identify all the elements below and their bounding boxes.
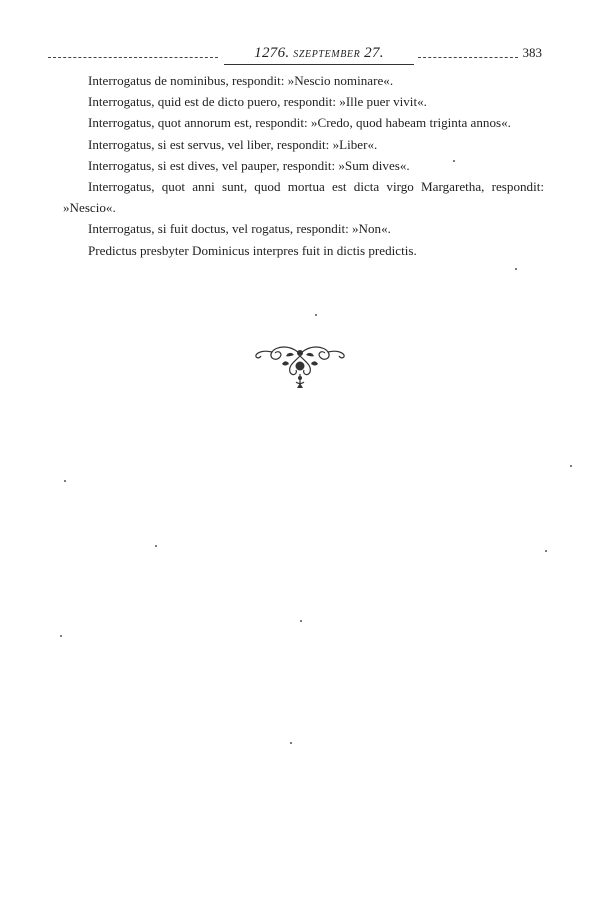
- header-rule-right: [418, 57, 518, 58]
- paragraph: Interrogatus, quot annorum est, respondit: »Credo, quod habeam triginta annos«.: [88, 115, 511, 131]
- page-number: 383: [522, 45, 542, 60]
- paragraph: Interrogatus, quot anni sunt, quod mortua est dicta virgo Margaretha, respondit: »Nescio«.: [63, 179, 544, 216]
- paragraph: Interrogatus de nominibus, respondit: »Nescio nominare«.: [88, 73, 394, 88]
- print-speck: [60, 635, 62, 637]
- print-speck: [570, 465, 572, 467]
- print-speck: [545, 550, 547, 552]
- paragraph: Interrogatus, si est servus, vel liber, respondit: »Liber«.: [88, 136, 378, 152]
- print-speck: [290, 742, 292, 744]
- header-year: 1276.: [254, 45, 290, 61]
- header-date: [224, 44, 414, 65]
- print-speck: [155, 545, 157, 547]
- paragraph: Predictus presbyter Dominicus interpres fuit in dictis predictis.: [88, 242, 417, 258]
- header-rule-left: [48, 57, 218, 58]
- running-header: [48, 44, 542, 66]
- print-speck: [64, 480, 66, 482]
- print-speck: [453, 160, 455, 162]
- print-speck: [515, 268, 517, 270]
- header-day: 27.: [364, 45, 384, 61]
- print-speck: [300, 620, 302, 622]
- print-speck: [315, 314, 317, 316]
- fleuron-ornament-icon: [250, 340, 350, 390]
- paragraph: Interrogatus, si fuit doctus, vel rogatus, respondit: »Non«.: [88, 221, 391, 237]
- paragraph: Interrogatus, si est dives, vel pauper, respondit: »Sum dives«.: [88, 157, 410, 173]
- body-text: [63, 70, 544, 261]
- paragraph: Interrogatus, quid est de dicto puero, respondit: »Ille puer vivit«.: [88, 94, 427, 110]
- header-month: SZEPTEMBER: [293, 49, 361, 60]
